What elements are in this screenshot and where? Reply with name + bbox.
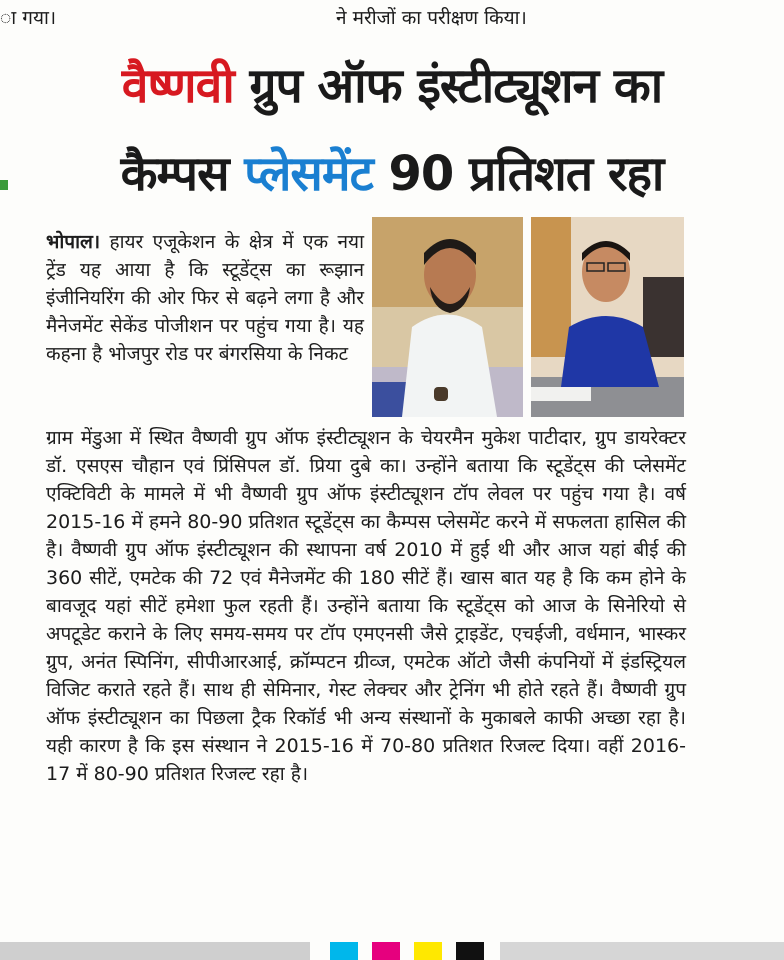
headline-line-1-rest: ग्रुप ऑफ इंस्टीट्यूशन का	[233, 58, 663, 114]
director-photo	[531, 217, 684, 417]
headline-line-2	[0, 140, 784, 205]
print-registration-bar	[0, 942, 784, 960]
previous-article-strip	[0, 0, 784, 38]
registration-cyan-block	[330, 942, 358, 960]
registration-grey-block-right	[500, 942, 784, 960]
article-body: ग्राम मेंडुआ में स्थित वैष्णवी ग्रुप ऑफ इंस्टीट्यूशन के चेयरमैन मुकेश पाटीदार, ग्रुप डायरेक्टर डॉ. एसएस चौहान एवं प्रिंसिपल डॉ. प्रिया दुबे का। उन्होंने बताया कि स्टूडेंट्स की प्लेसमेंट एक्टिविटी के मामले में भी वैष्णवी ग्रुप ऑफ इंस्टीट्यूशन टॉप लेवल पर पहुंच गया है। वर्ष 2015-16 में हमने 80-90 प्रतिशत स्टूडेंट्स का कैम्पस प्लेसमेंट करने में सफलता हासिल की है। वैष्णवी ग्रुप ऑफ इंस्टीट्यूशन की स्थापना वर्ष 2010 में हुई थी और आज यहां बीई की 360 सीटें, एमटेक की 72 एवं मैनेजमेंट की 180 सीटें हैं। खास बात यह है कि कम होने के बावजूद यहां सीटें हमेशा फुल रहती हैं। उन्होंने बताया कि स्टूडेंट्स को आज के सिनेरियो से अपटूडेट कराने के लिए समय-समय पर टॉप एमएनसी जैसे ट्राइडेंट, एचईजी, वर्धमान, भास्कर ग्रुप, अनंत स्पिनिंग, सीपीआरआई, क्रॉम्पटन ग्रीव्ज, एमटेक ऑटो जैसी कंपनियों में इंडस्ट्रियल विजिट कराते रहते हैं। साथ ही सेमिनार, गेस्ट लेक्चर और ट्रेनिंग भी होते रहते हैं। वैष्णवी ग्रुप ऑफ इंस्टीट्यूशन का पिछला ट्रैक रिकॉर्ड भी अन्य संस्थानों के मुकाबले काफी अच्छा रहा है। यही कारण है कि इस संस्थान ने 2015-16 में 70-80 प्रतिशत रिजल्ट दिया। वहीं 2016-17 में 80-90 प्रतिशत रिजल्ट रहा है।	[46, 427, 686, 785]
adjacent-article-fragment: ने मरीजों का परीक्षण किया।	[336, 7, 527, 29]
article-dateline: भोपाल।	[46, 231, 101, 253]
registration-grey-block	[0, 942, 310, 960]
article-intro	[46, 228, 364, 368]
headline-institute-name: वैष्णवी	[121, 58, 234, 114]
headline-line-2-start: कैम्पस	[120, 146, 245, 202]
headline-placement-word: प्लेसमेंट	[244, 146, 373, 202]
registration-yellow-block	[414, 942, 442, 960]
headline-line-2-rest: 90 प्रतिशत रहा	[372, 146, 664, 202]
article-intro-text: हायर एजूकेशन के क्षेत्र में एक नया ट्रेंड यह आया है कि स्टूडेंट्स का रूझान इंजीनियरिंग की ओर फिर से बढ़ने लगा है और मैनेजमेंट सेकेंड पोजीशन पर पहुंच गया है। यह कहना है भोजपुर रोड पर बंगरसिया के निकट	[46, 231, 364, 365]
headline-line-1	[0, 52, 784, 117]
registration-magenta-block	[372, 942, 400, 960]
previous-article-fragment: ा गया।	[0, 7, 57, 29]
registration-black-block	[456, 942, 484, 960]
chairman-photo	[372, 217, 523, 417]
